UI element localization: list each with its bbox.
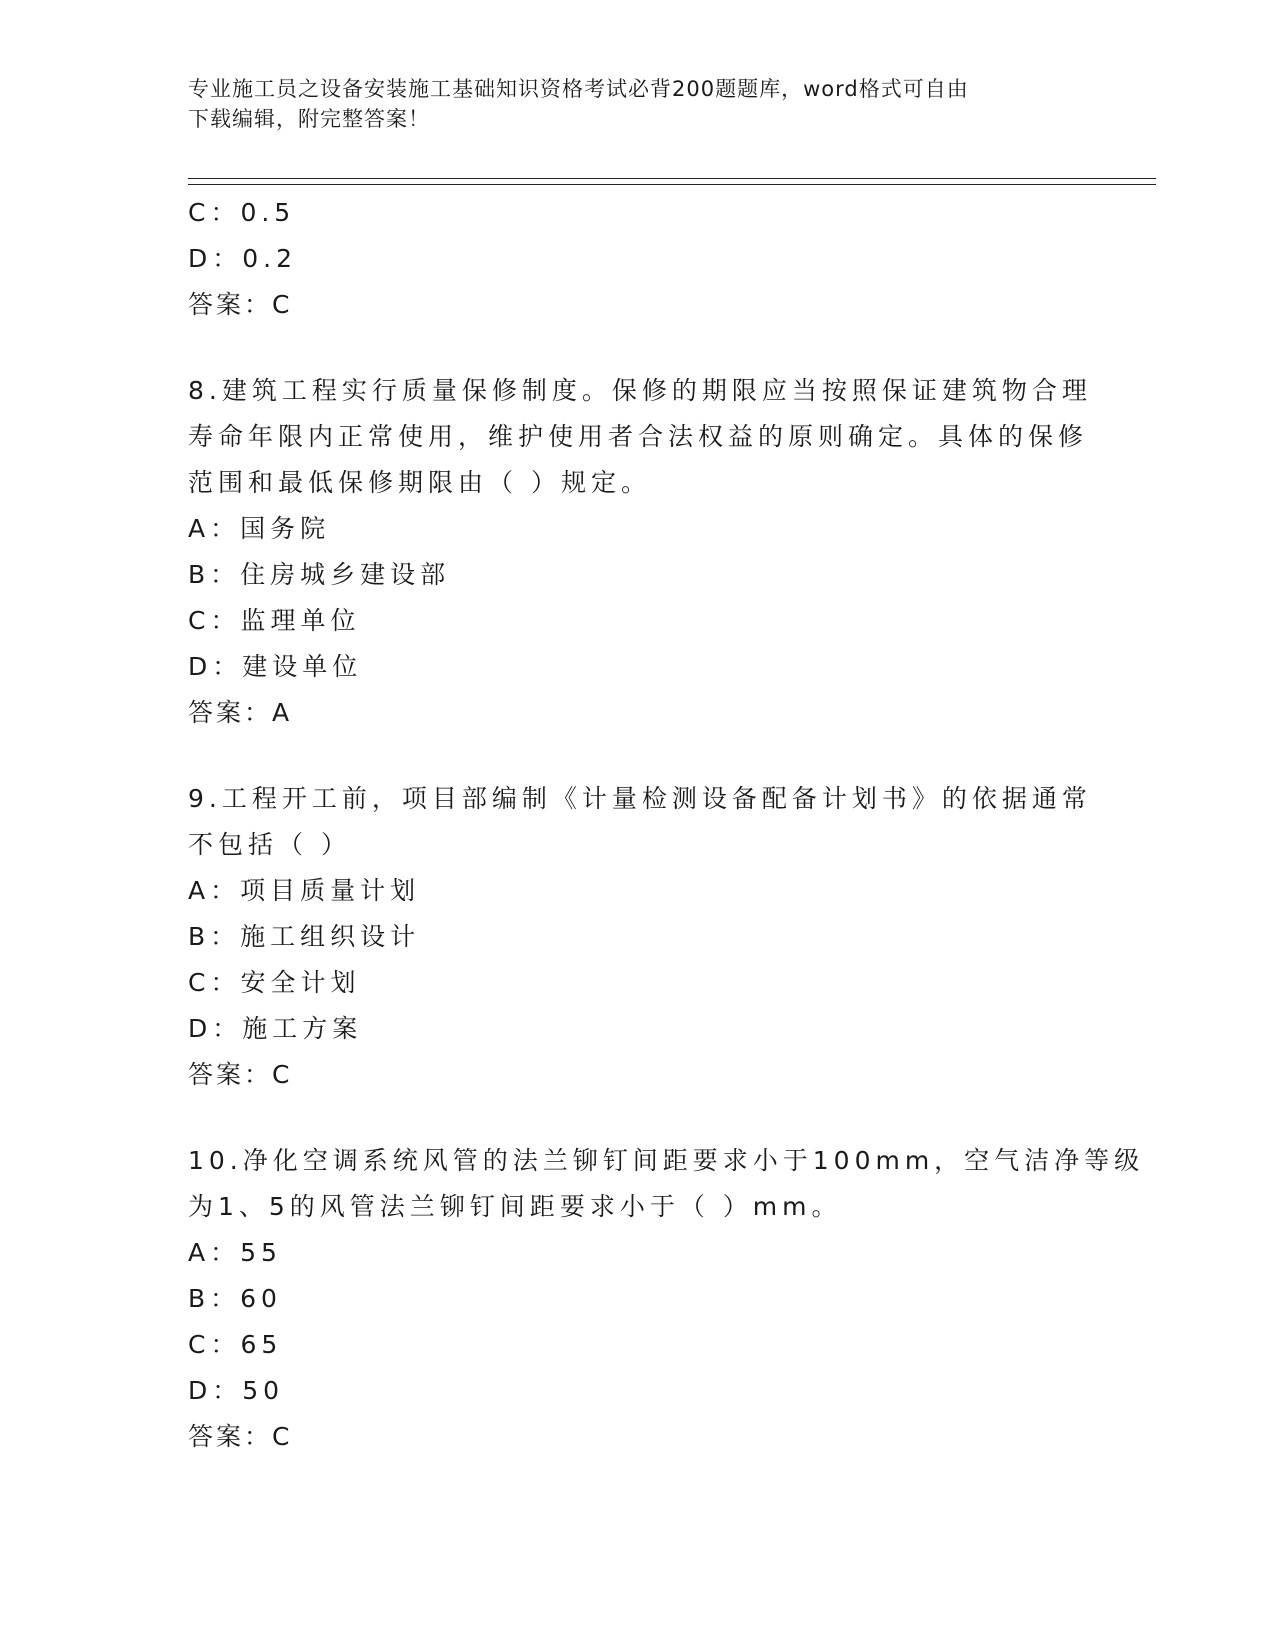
header-divider-bottom (188, 184, 1156, 185)
question-text-line: 范围和最低保修期限由（ ）规定。 (188, 468, 651, 497)
question-text-line: 为1、5的风管法兰铆钉间距要求小于（ ）mm。 (188, 1192, 842, 1221)
header-title-line-2: 下载编辑，附完整答案！ (188, 107, 430, 131)
header-divider-top (188, 178, 1156, 179)
option-b: B：60 (188, 1284, 282, 1313)
question-text-line: 9.工程开工前，项目部编制《计量检测设备配备计划书》的依据通常 (188, 784, 1092, 813)
answer-line: 答案：C (188, 1060, 293, 1089)
question-8 (188, 368, 1092, 736)
option-b: B：施工组织设计 (188, 922, 421, 951)
page-header (188, 74, 1068, 134)
option-d: D：50 (188, 1376, 285, 1405)
option-c: C：65 (188, 1330, 283, 1359)
carryover-question (188, 190, 1088, 328)
option-c: C：安全计划 (188, 968, 361, 997)
question-9 (188, 776, 1092, 1098)
option-c: C：0.5 (188, 198, 296, 227)
answer-line: 答案：C (188, 1422, 293, 1451)
option-b: B：住房城乡建设部 (188, 560, 451, 589)
question-text-line: 8.建筑工程实行质量保修制度。保修的期限应当按照保证建筑物合理 (188, 376, 1092, 405)
option-c: C：监理单位 (188, 606, 361, 635)
option-d: D：0.2 (188, 244, 298, 273)
question-text-line: 10.净化空调系统风管的法兰铆钉间距要求小于100mm，空气洁净等级 (188, 1146, 1145, 1175)
question-text-line: 不包括（ ） (188, 830, 351, 859)
question-10 (188, 1138, 1145, 1460)
answer-line: 答案：C (188, 290, 293, 319)
option-a: A：项目质量计划 (188, 876, 421, 905)
question-text-line: 寿命年限内正常使用，维护使用者合法权益的原则确定。具体的保修 (188, 422, 1089, 451)
answer-line: 答案：A (188, 698, 293, 727)
header-title-line-1: 专业施工员之设备安装施工基础知识资格考试必背200题题库，word格式可自由 (188, 77, 969, 101)
option-a: A：55 (188, 1238, 282, 1267)
option-d: D：建设单位 (188, 652, 363, 681)
option-a: A：国务院 (188, 514, 331, 543)
document-body (188, 190, 1145, 1500)
option-d: D：施工方案 (188, 1014, 363, 1043)
